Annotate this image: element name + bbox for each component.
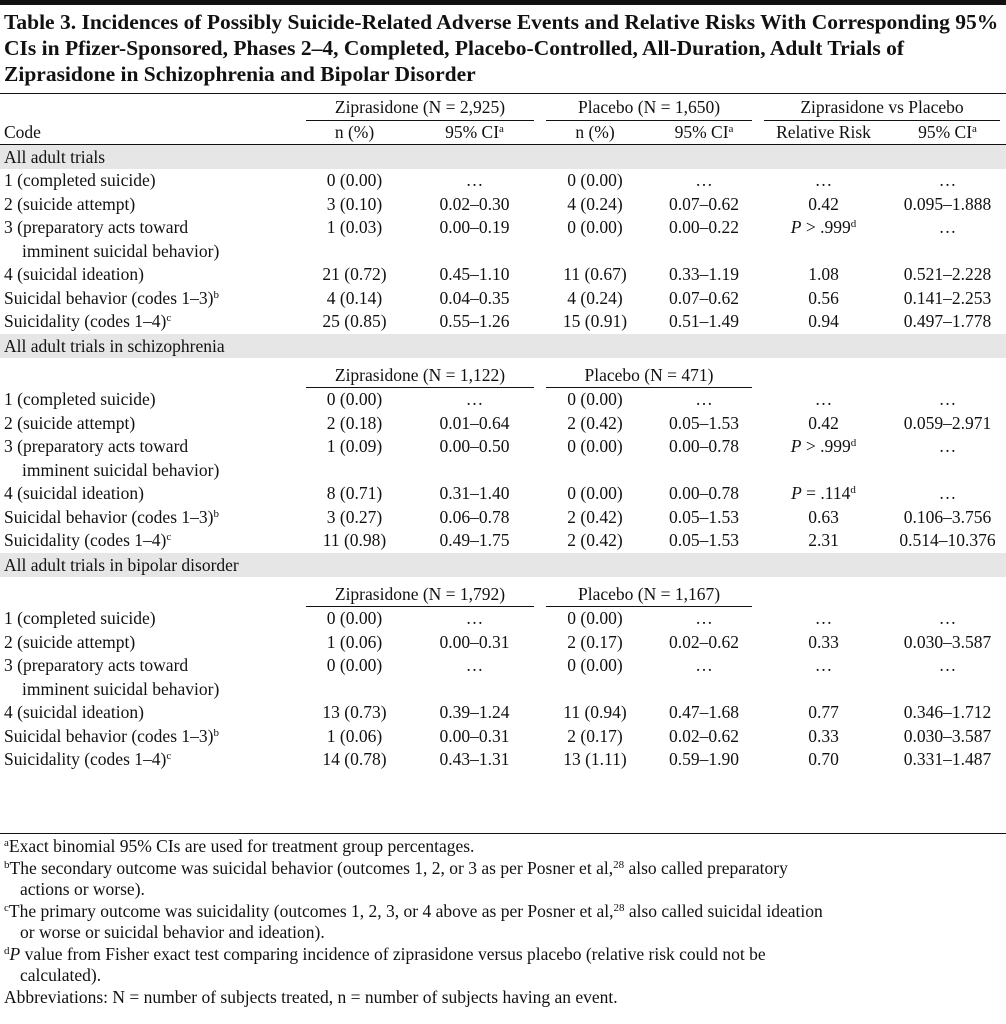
zip-ci: 0.31–1.40 — [439, 483, 510, 503]
row-code: 4 (suicidal ideation) — [4, 264, 144, 284]
placebo-n: 2 (0.42) — [567, 412, 623, 433]
table-row — [0, 169, 1006, 193]
rr-ci: 0.106–3.756 — [903, 506, 992, 527]
zip-ci: 0.45–1.10 — [439, 264, 510, 284]
rr-ci: … — [938, 170, 957, 190]
row-code: 1 (completed suicide) — [4, 389, 156, 409]
zip-ci: 0.43–1.31 — [439, 749, 510, 769]
row-code: Suicidality (codes 1–4)$^c$ — [4, 311, 172, 331]
row-code: Suicidal behavior (codes 1–3)$^b$ — [4, 725, 219, 746]
placebo-ci: 0.07–0.62 — [669, 287, 739, 308]
col-zip-ci: 95% $CI^a$ — [409, 121, 540, 145]
rr-ci: 0.346–1.712 — [903, 702, 992, 722]
placebo-n: 0 (0.00) — [567, 389, 623, 409]
placebo-ci: … — [695, 170, 713, 190]
rr-ci: … — [938, 483, 957, 503]
section-group-row — [0, 364, 1006, 389]
row-code: 2 (suicide attempt) — [4, 412, 136, 433]
row-code: Suicidality (codes 1–4)$^c$ — [4, 530, 172, 550]
section-group-placebo: Placebo (N = 1,167) — [546, 583, 752, 608]
rr-ci: … — [938, 608, 957, 628]
zip-ci: 0.49–1.75 — [439, 530, 510, 550]
rr-ci: 0.030–3.587 — [903, 631, 992, 652]
zip-ci: … — [465, 170, 484, 190]
col-code: Code — [0, 121, 300, 145]
zip-n: 0 (0.00) — [326, 389, 383, 409]
section-group-placebo: Placebo (N = 471) — [546, 364, 752, 389]
placebo-ci: 0.02–0.62 — [669, 631, 739, 652]
rr-ci: 0.497–1.778 — [903, 311, 992, 331]
placebo-n: 13 (1.11) — [563, 749, 627, 769]
footnote-d: $^d$P value from Fisher exact test comparing incidence of ziprasidone versus placebo (relative risk could not be calculated). — [4, 943, 766, 985]
placebo-ci: 0.59–1.90 — [669, 749, 739, 769]
group-placebo: Placebo (N = 1,650) — [546, 96, 752, 121]
placebo-ci: … — [695, 655, 713, 675]
relative-risk: 1.08 — [808, 264, 839, 284]
placebo-ci: … — [695, 389, 713, 409]
row-code: Suicidal behavior (codes 1–3)$^b$ — [4, 287, 219, 308]
placebo-ci: 0.07–0.62 — [669, 193, 739, 214]
placebo-n: 0 (0.00) — [567, 655, 623, 675]
zip-ci: … — [465, 389, 484, 409]
placebo-n: 4 (0.24) — [567, 287, 623, 308]
section-header-row — [0, 334, 1006, 358]
table-row — [0, 287, 1006, 311]
relative-risk: 0.33 — [808, 725, 839, 746]
zip-ci: 0.00–0.31 — [439, 631, 510, 652]
section-header-row — [0, 553, 1006, 577]
table-row — [0, 654, 1006, 701]
zip-n: 1 (0.03) — [326, 217, 383, 237]
zip-n: 1 (0.06) — [326, 725, 383, 746]
placebo-ci: 0.05–1.53 — [669, 412, 739, 433]
relative-risk: 0.94 — [808, 311, 839, 331]
placebo-n: 0 (0.00) — [567, 608, 623, 628]
zip-ci: 0.02–0.30 — [439, 193, 510, 214]
row-code: 2 (suicide attempt) — [4, 193, 136, 214]
table-row — [0, 529, 1006, 553]
zip-n: 1 (0.06) — [326, 631, 383, 652]
section-title: All adult trials in bipolar disorder — [0, 553, 1006, 577]
zip-n: 11 (0.98) — [322, 530, 387, 550]
footnotes — [4, 836, 1000, 1008]
zip-n: 25 (0.85) — [322, 311, 387, 331]
footnote-a: $^a$Exact binomial 95% CIs are used for treatment group percentages. — [4, 836, 475, 856]
placebo-n: 11 (0.67) — [563, 264, 627, 284]
placebo-ci: 0.05–1.53 — [669, 530, 739, 550]
relative-risk: 0.42 — [808, 412, 839, 433]
table-row — [0, 607, 1006, 631]
row-code: Suicidal behavior (codes 1–3)$^b$ — [4, 506, 219, 527]
relative-risk: … — [814, 389, 833, 409]
placebo-ci: 0.02–0.62 — [669, 725, 739, 746]
row-code: 2 (suicide attempt) — [4, 631, 136, 652]
placebo-ci: 0.00–0.22 — [669, 217, 739, 237]
row-code: 4 (suicidal ideation) — [4, 483, 144, 503]
zip-n: 1 (0.09) — [326, 436, 383, 456]
title-rule — [0, 93, 1006, 94]
row-code: 1 (completed suicide) — [4, 608, 156, 628]
zip-ci: 0.55–1.26 — [439, 311, 510, 331]
zip-ci: 0.04–0.35 — [439, 287, 510, 308]
placebo-n: 0 (0.00) — [567, 436, 623, 456]
table-row — [0, 388, 1006, 412]
rr-ci: 0.521–2.228 — [903, 264, 992, 284]
zip-ci: 0.06–0.78 — [439, 506, 510, 527]
zip-n: 0 (0.00) — [326, 608, 383, 628]
relative-risk: 0.77 — [808, 702, 839, 722]
col-relative-risk: Relative Risk — [758, 121, 889, 145]
zip-n: 3 (0.10) — [326, 193, 383, 214]
col-zip-n: n (%) — [300, 121, 409, 145]
zip-ci: 0.39–1.24 — [439, 702, 510, 722]
rr-ci: 0.331–1.487 — [903, 749, 992, 769]
section-group-ziprasidone: Ziprasidone (N = 1,792) — [306, 583, 534, 608]
group-ziprasidone: Ziprasidone (N = 2,925) — [306, 96, 534, 121]
section-header-row — [0, 145, 1006, 170]
rr-ci: … — [938, 436, 957, 456]
rr-ci: … — [938, 655, 957, 675]
relative-risk: … — [814, 608, 833, 628]
data-table — [0, 96, 1006, 772]
rr-ci: 0.095–1.888 — [903, 193, 992, 214]
placebo-ci: … — [695, 608, 713, 628]
row-code: 4 (suicidal ideation) — [4, 702, 144, 722]
placebo-n: 15 (0.91) — [562, 311, 628, 331]
placebo-ci: 0.00–0.78 — [669, 436, 739, 456]
zip-ci: 0.00–0.31 — [439, 725, 510, 746]
table-row — [0, 748, 1006, 772]
rr-ci: 0.030–3.587 — [903, 725, 992, 746]
rr-ci: … — [938, 217, 957, 237]
table-row — [0, 216, 1006, 263]
col-rr-ci: 95% $CI^a$ — [889, 121, 1006, 145]
section-group-ziprasidone: Ziprasidone (N = 1,122) — [306, 364, 534, 389]
table-row — [0, 263, 1006, 287]
relative-risk: 0.33 — [808, 631, 839, 652]
placebo-n: 0 (0.00) — [567, 483, 623, 503]
placebo-n: 4 (0.24) — [567, 193, 623, 214]
placebo-ci: 0.33–1.19 — [669, 264, 739, 284]
table-row — [0, 631, 1006, 655]
rr-ci: … — [938, 389, 957, 409]
zip-n: 4 (0.14) — [326, 287, 383, 308]
table-row — [0, 310, 1006, 334]
rr-ci: 0.059–2.971 — [903, 412, 992, 433]
row-code: 3 (preparatory acts toward imminent suicidal behavior) — [4, 436, 220, 480]
section-group-row — [0, 583, 1006, 608]
footnote-b: $^b$The secondary outcome was suicidal behavior (outcomes 1, 2, or 3 as per Posner et al,$^{28}$ also called preparatory actions or worse). — [4, 857, 788, 899]
table-bottom-rule — [0, 833, 1006, 834]
row-code: 3 (preparatory acts toward imminent suicidal behavior) — [4, 655, 220, 699]
placebo-ci: 0.05–1.53 — [669, 506, 739, 527]
relative-risk: 0.70 — [808, 749, 839, 769]
relative-risk: 0.42 — [808, 193, 839, 214]
zip-ci: 0.00–0.19 — [439, 217, 510, 237]
table-row — [0, 506, 1006, 530]
placebo-n: 2 (0.17) — [567, 725, 623, 746]
placebo-ci: 0.47–1.68 — [669, 702, 739, 722]
rr-ci: 0.514–10.376 — [899, 530, 996, 550]
group-header-row — [0, 96, 1006, 121]
relative-risk: P = .114$^d$ — [791, 483, 856, 503]
zip-n: 0 (0.00) — [326, 655, 383, 675]
relative-risk: P > .999$^d$ — [790, 436, 857, 456]
table-row — [0, 193, 1006, 217]
zip-n: 14 (0.78) — [322, 749, 387, 769]
group-comparison: Ziprasidone vs Placebo — [764, 96, 1000, 121]
row-code: Suicidality (codes 1–4)$^c$ — [4, 749, 172, 769]
placebo-n: 2 (0.17) — [567, 631, 623, 652]
relative-risk: … — [814, 655, 833, 675]
zip-n: 3 (0.27) — [326, 506, 383, 527]
zip-n: 13 (0.73) — [322, 702, 387, 722]
section-title: All adult trials — [0, 145, 1006, 170]
table-title: Table 3. Incidences of Possibly Suicide-Related Adverse Events and Relative Risks With Corresponding 95% CIs in Pfizer-Sponsored, Phases 2–4, Completed, Placebo-Controlled, All-Duration, Adult Trials of Ziprasidone in Schizophrenia and Bipolar Disorder — [4, 10, 999, 86]
table-row — [0, 701, 1006, 725]
placebo-n: 2 (0.42) — [567, 506, 623, 527]
table-row — [0, 725, 1006, 749]
col-pla-n: n (%) — [540, 121, 650, 145]
zip-n: 2 (0.18) — [326, 412, 383, 433]
top-rule — [0, 0, 1006, 5]
row-code: 3 (preparatory acts toward imminent suicidal behavior) — [4, 217, 220, 261]
placebo-n: 2 (0.42) — [567, 530, 623, 550]
placebo-n: 11 (0.94) — [563, 702, 627, 722]
table-row — [0, 435, 1006, 482]
col-pla-ci: 95% $CI^a$ — [650, 121, 758, 145]
placebo-ci: 0.51–1.49 — [669, 311, 739, 331]
placebo-ci: 0.00–0.78 — [669, 483, 739, 503]
relative-risk: 2.31 — [808, 530, 839, 550]
column-header-row — [0, 121, 1006, 145]
placebo-n: 0 (0.00) — [567, 170, 623, 190]
zip-n: 0 (0.00) — [326, 170, 383, 190]
section-title: All adult trials in schizophrenia — [0, 334, 1006, 358]
table-row — [0, 482, 1006, 506]
abbreviations: Abbreviations: N = number of subjects treated, n = number of subjects having an event. — [4, 986, 618, 1007]
zip-ci: … — [465, 608, 484, 628]
placebo-n: 0 (0.00) — [567, 217, 623, 237]
rr-ci: 0.141–2.253 — [903, 287, 992, 308]
footnote-c: $^c$The primary outcome was suicidality (outcomes 1, 2, 3, or 4 above as per Posner et al,$^{28}$ also called suicidal ideation or worse or suicidal behavior and ideation). — [4, 900, 823, 942]
zip-n: 8 (0.71) — [326, 483, 383, 503]
relative-risk: 0.56 — [808, 287, 839, 308]
relative-risk: 0.63 — [808, 506, 839, 527]
zip-ci: 0.01–0.64 — [439, 412, 510, 433]
table-row — [0, 412, 1006, 436]
zip-ci: … — [465, 655, 484, 675]
relative-risk: … — [814, 170, 833, 190]
zip-ci: 0.00–0.50 — [439, 436, 510, 456]
row-code: 1 (completed suicide) — [4, 170, 156, 190]
zip-n: 21 (0.72) — [322, 264, 387, 284]
relative-risk: P > .999$^d$ — [790, 217, 857, 237]
